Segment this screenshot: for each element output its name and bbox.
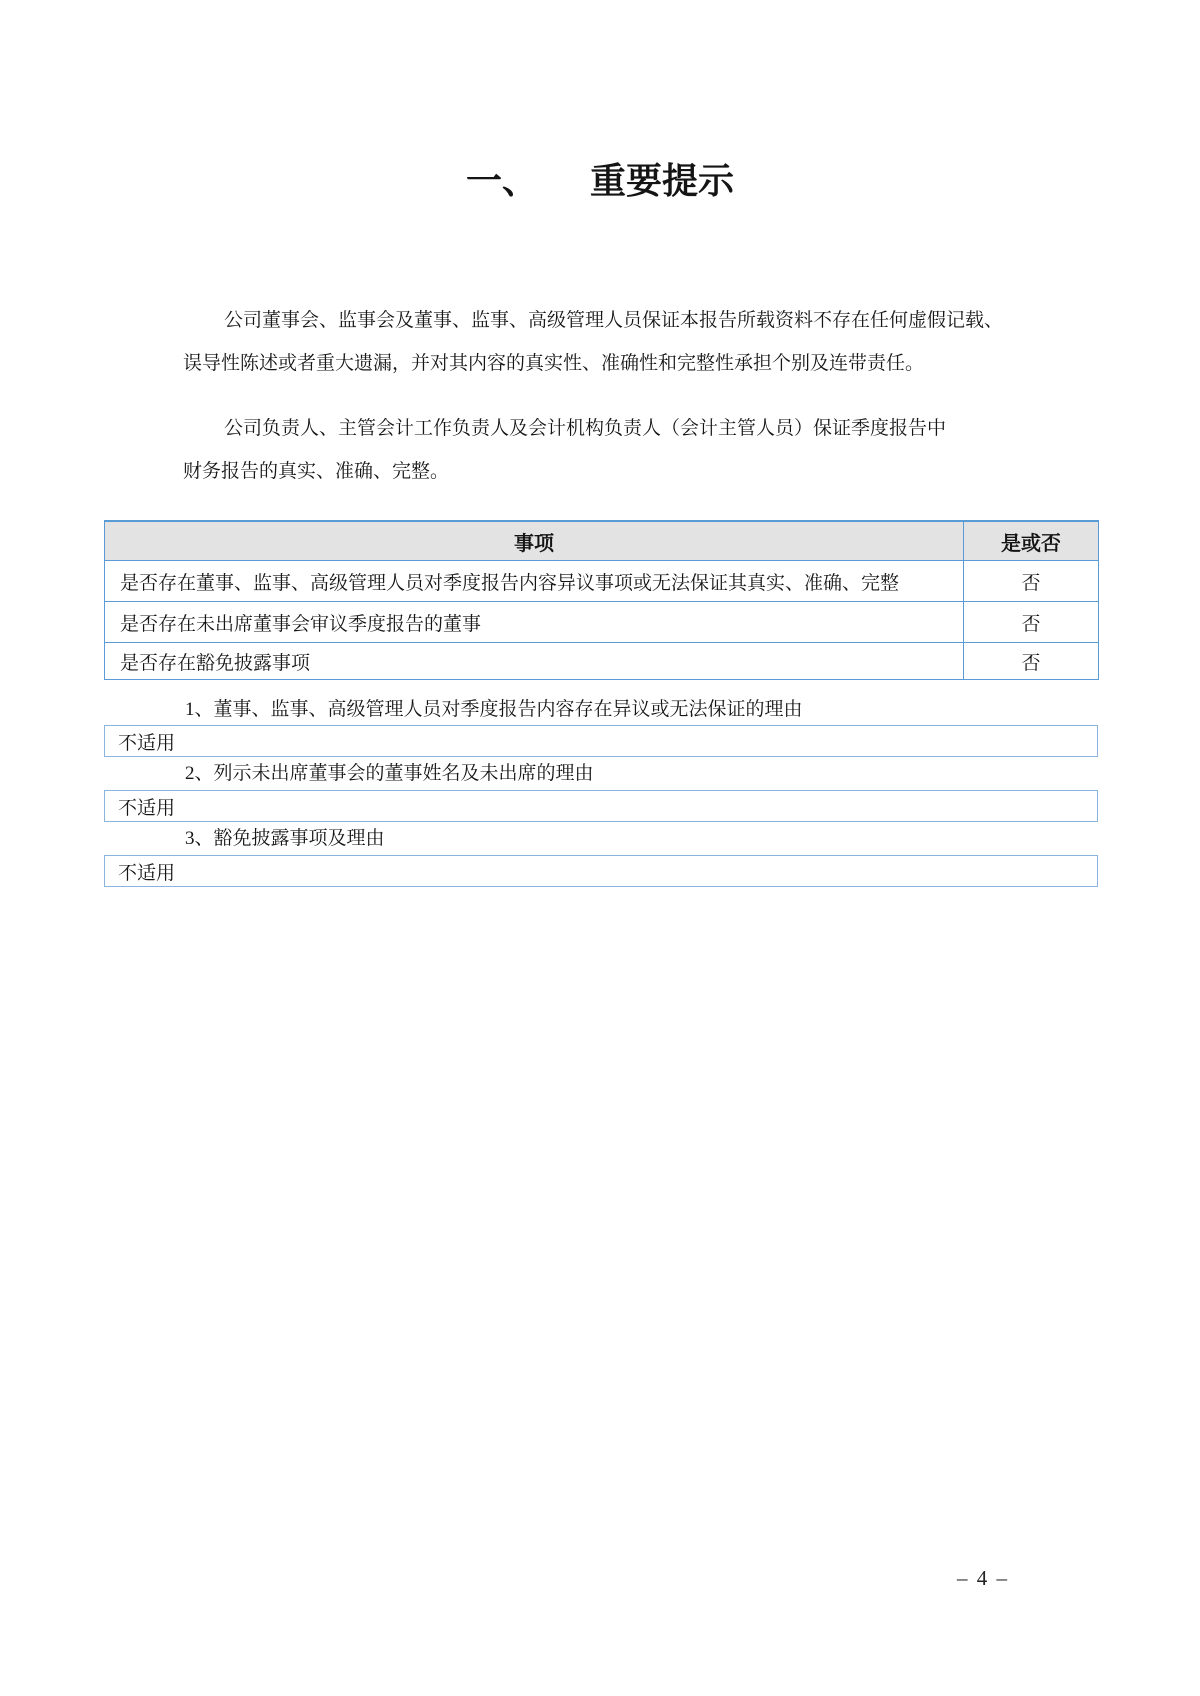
table-cell-answer: 否 [964, 561, 1099, 602]
table-cell-answer: 否 [964, 602, 1099, 643]
item-label: 2、列示未出席董事会的董事姓名及未出席的理由 [185, 763, 594, 784]
column-header-answer: 是或否 [964, 521, 1099, 561]
item-value: 不适用 [118, 862, 176, 884]
item-value-box [104, 790, 1098, 822]
table-cell-item: 是否存在豁免披露事项 [105, 643, 964, 680]
intro-paragraphs [183, 299, 1004, 493]
table-cell-item: 是否存在未出席董事会审议季度报告的董事 [105, 602, 964, 643]
column-header-item: 事项 [105, 521, 964, 561]
table-cell-answer: 否 [964, 643, 1099, 680]
matters-table [104, 520, 1099, 680]
item-value-box [104, 855, 1098, 887]
intro-paragraph-1 [183, 299, 1004, 385]
item-value-box [104, 725, 1098, 757]
table-row [105, 561, 1099, 602]
intro-paragraph-2 [183, 407, 973, 493]
intro-line: 公司负责人、主管会计工作负责人及会计机构负责人（会计主管人员）保证季度报告中 [224, 418, 947, 439]
table-row [105, 643, 1099, 680]
table-header-row [105, 521, 1099, 561]
intro-line: 财务报告的真实、准确、完整。 [183, 461, 450, 482]
item-label: 1、董事、监事、高级管理人员对季度报告内容存在异议或无法保证的理由 [185, 699, 803, 720]
table-cell-item: 是否存在董事、监事、高级管理人员对季度报告内容异议事项或无法保证其真实、准确、完整 [105, 561, 964, 602]
item-label: 3、豁免披露事项及理由 [185, 828, 385, 849]
item-value: 不适用 [118, 732, 176, 754]
section-heading [0, 156, 1200, 206]
intro-line: 公司董事会、监事会及董事、监事、高级管理人员保证本报告所载资料不存在任何虚假记载、 [224, 310, 1004, 331]
page-number: – 4 – [957, 1566, 1009, 1590]
numbered-items [104, 699, 1098, 887]
section-number: 一、 [465, 160, 538, 201]
item-value: 不适用 [118, 797, 176, 819]
table-row [105, 602, 1099, 643]
intro-line: 误导性陈述或者重大遗漏，并对其内容的真实性、准确性和完整性承担个别及连带责任。 [183, 353, 925, 374]
section-title: 重要提示 [590, 160, 735, 201]
